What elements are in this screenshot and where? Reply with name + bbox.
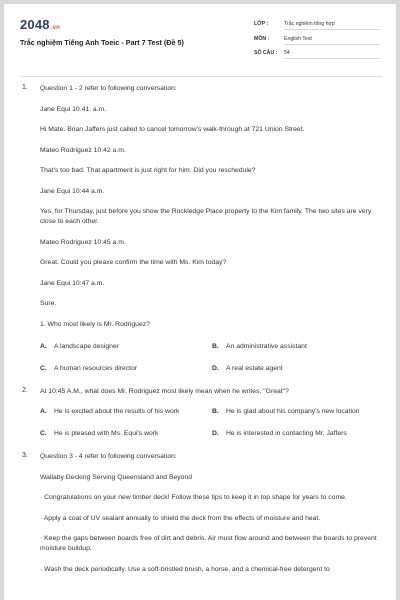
answer-option-d[interactable] <box>212 364 378 373</box>
meta-class-value: Trắc nghiệm tổng hợp <box>284 21 380 30</box>
meta-count-value: 54 <box>284 50 380 59</box>
passage-line: · Wash the deck periodically. Use a soft-bristled brush, a horse, and a chemical-free detergent to <box>40 565 330 573</box>
question-text: At 10:45 A.M., what does Mr. Rodriguez most likely mean when he writes, "Great"? <box>40 387 289 395</box>
answer-options <box>40 407 378 438</box>
option-letter: D. <box>212 364 219 372</box>
question-list <box>4 84 396 585</box>
option-text: He is interested in contacting Mr. Jaffers <box>226 430 347 437</box>
answer-option-a[interactable] <box>40 407 212 416</box>
option-text: A human resources director <box>54 364 138 372</box>
question-number: 1. <box>22 84 28 91</box>
option-letter: A. <box>40 408 47 415</box>
passage-line: · Congratulations on your new timber deck! Follow these tips to keep it in top shape for years to come. <box>40 494 347 501</box>
option-text: He is glad about his company's new location <box>226 408 360 415</box>
option-letter: B. <box>212 342 219 350</box>
option-letter: C. <box>40 430 47 437</box>
answer-option-d[interactable] <box>212 429 378 438</box>
meta-class-label: LỚP : <box>254 21 269 27</box>
option-letter: A. <box>40 342 47 350</box>
option-text: A landscape designer <box>54 342 119 350</box>
logo-text: 2048 <box>20 17 50 32</box>
answer-option-b[interactable] <box>212 407 378 416</box>
passage-line: Hi Mate. Brian Jaffers just called to cancel tomorrow's walk-through at 721 Union Street. <box>40 126 305 133</box>
question-1 <box>4 84 396 373</box>
passage-line: Great. Could you pleaxe confirm the time with Ms. Kim today? <box>40 259 227 266</box>
question-2 <box>4 387 396 439</box>
passage-line: · Apply a coat of UV sealant annually to shield the deck from the effects of moisture and heat. <box>40 514 321 522</box>
answer-option-c[interactable] <box>40 364 212 373</box>
document-title: Trắc nghiệm Tiếng Anh Toeic - Part 7 Test (Đề 5) <box>20 38 184 47</box>
option-letter: B. <box>212 408 219 415</box>
option-text: A real estate agent <box>226 364 283 372</box>
site-logo[interactable] <box>20 17 60 32</box>
question-body <box>40 84 378 373</box>
option-text: He is excited about the results of his work <box>54 408 180 415</box>
option-text: An administrative assistant <box>226 342 307 350</box>
answer-options <box>40 342 378 373</box>
header-divider <box>20 76 382 77</box>
question-body <box>40 387 378 439</box>
passage-line: Jane Equi 10:44 a.m. <box>40 187 105 195</box>
answer-option-a[interactable] <box>40 342 212 351</box>
passage-line: Wallaby Decking Serving Queensland and Beyond <box>40 473 193 481</box>
passage-line: Jane Equi 10:47 a.m. <box>40 279 105 287</box>
answer-option-c[interactable] <box>40 429 212 438</box>
passage-line: Question 3 - 4 refer to following conversation: <box>40 453 177 460</box>
passage-line: Mateo Rodriguez 10:45 a.m. <box>40 238 126 246</box>
question-number: 3. <box>22 452 28 459</box>
passage-line: That's too bad. That apartment is just right for him. Did you reschedule? <box>40 167 256 174</box>
passage-line: · Keep the gaps between boards free of dirt and debris. Air must flow around and between the boards to prevent moisture buildup. <box>40 535 377 552</box>
question-body <box>40 452 378 575</box>
meta-subject-value: English Test <box>284 36 380 45</box>
meta-subject-label: MÔN : <box>254 36 270 42</box>
passage-line: Mateo Rodriguez 10:42 a.m. <box>40 146 126 154</box>
option-letter: D. <box>212 430 219 437</box>
passage-line: Question 1 - 2 refer to following conversation: <box>40 85 177 92</box>
option-text: He is pleased with Ms. Equi's work <box>54 430 159 437</box>
worksheet-page <box>4 4 396 600</box>
passage-line: Yes, for Thursday, just before you show the Rockledge Place property to the Kim family. The two sites are very close to each other. <box>40 208 372 225</box>
passage-line: Sure. <box>40 300 57 307</box>
question-3 <box>4 452 396 575</box>
question-number: 2. <box>22 386 28 394</box>
sub-question: 1. Who most likely is Mr. Rodriguez? <box>40 320 150 328</box>
worksheet-header <box>4 4 396 72</box>
passage-line: Jane Equi 10.41. a.m. <box>40 105 107 113</box>
option-letter: C. <box>40 364 47 372</box>
meta-count-label: SỐ CÂU : <box>254 50 278 56</box>
logo-suffix: .vn <box>50 25 61 31</box>
answer-option-b[interactable] <box>212 342 378 351</box>
